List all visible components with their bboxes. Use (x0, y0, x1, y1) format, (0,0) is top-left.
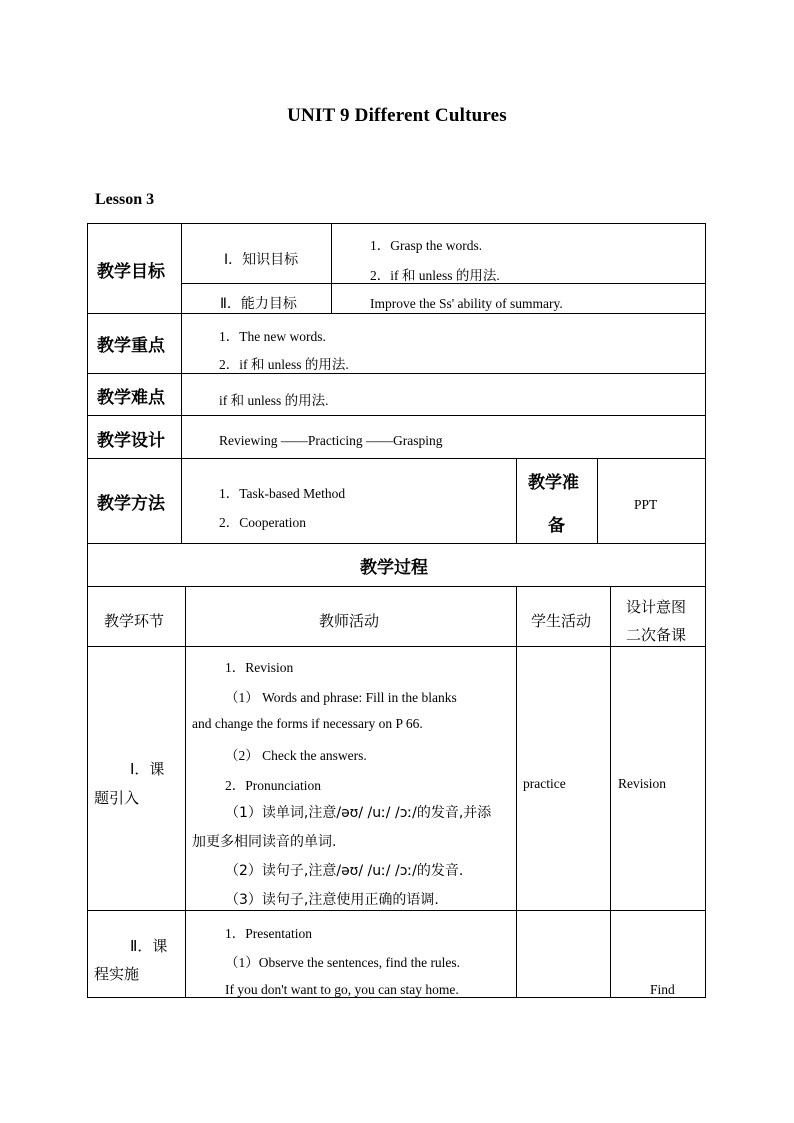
ability-objective-label: Ⅱ．能力目标 (220, 296, 297, 312)
preparation-label-line1: 教学准 (528, 473, 579, 493)
header-design-intent: 设计意图 (626, 598, 687, 616)
stage2-line: If you don't want to go, you can stay home. (225, 982, 459, 997)
stage2-line: 1．Presentation (225, 926, 312, 941)
preparation-value: PPT (634, 497, 658, 512)
table-border (88, 224, 706, 998)
stage1-student-activity: practice (523, 776, 566, 791)
stage2-label-line2: 程实施 (94, 965, 140, 983)
header-stage: 教学环节 (104, 612, 165, 630)
stage1-line: （2）读句子,注意/əʊ/ /uː/ /ɔː/的发音. (225, 863, 464, 879)
stage1-line: （1）读单词,注意/əʊ/ /uː/ /ɔː/的发音,并添 (225, 805, 492, 821)
header-teacher-activity: 教师活动 (319, 612, 380, 630)
method-2: 2．Cooperation (219, 515, 306, 530)
key-point-1: 1．The new words. (219, 329, 326, 344)
header-student-activity: 学生活动 (531, 612, 592, 630)
preparation-label-line2: 备 (548, 516, 565, 536)
stage1-line: 2．Pronunciation (225, 778, 321, 793)
methods-label: 教学方法 (97, 494, 165, 514)
stage1-intent: Revision (618, 776, 667, 791)
stage2-label-line1: Ⅱ．课 (130, 937, 168, 955)
key-point-2: 2．if 和 unless 的用法. (219, 357, 349, 372)
knowledge-item-2: 2．if 和 unless 的用法. (370, 268, 500, 283)
stage1-line: 加更多相同读音的单词. (192, 834, 337, 850)
ability-objective-text: Improve the Ss' ability of summary. (370, 296, 563, 311)
objectives-label: 教学目标 (97, 262, 165, 282)
process-title: 教学过程 (360, 558, 428, 578)
stage1-line: （2） Check the answers. (225, 748, 367, 763)
stage1-label-line2: 题引入 (94, 789, 140, 807)
stage2-line: （1）Observe the sentences, find the rules. (225, 955, 461, 970)
difficult-points-text: if 和 unless 的用法. (219, 393, 329, 408)
design-label: 教学设计 (97, 431, 165, 451)
stage1-line: and change the forms if necessary on P 66. (192, 716, 423, 731)
lesson-heading: Lesson 3 (95, 191, 155, 208)
key-points-label: 教学重点 (97, 336, 165, 356)
knowledge-objective-label: Ⅰ．知识目标 (224, 252, 299, 268)
method-1: 1．Task-based Method (219, 486, 346, 501)
stage2-intent: Find (650, 982, 675, 997)
stage1-label-line1: Ⅰ．课 (130, 760, 165, 778)
design-text: Reviewing ——Practicing ——Grasping (219, 433, 443, 448)
header-second-prep: 二次备课 (626, 626, 687, 644)
knowledge-item-1: 1．Grasp the words. (370, 238, 483, 253)
document-title: UNIT 9 Different Cultures (287, 105, 507, 126)
difficult-points-label: 教学难点 (97, 388, 165, 408)
stage1-line: （3）读句子,注意使用正确的语调. (225, 892, 439, 908)
stage1-line: 1．Revision (225, 660, 294, 675)
stage1-line: （1） Words and phrase: Fill in the blanks (225, 690, 457, 705)
